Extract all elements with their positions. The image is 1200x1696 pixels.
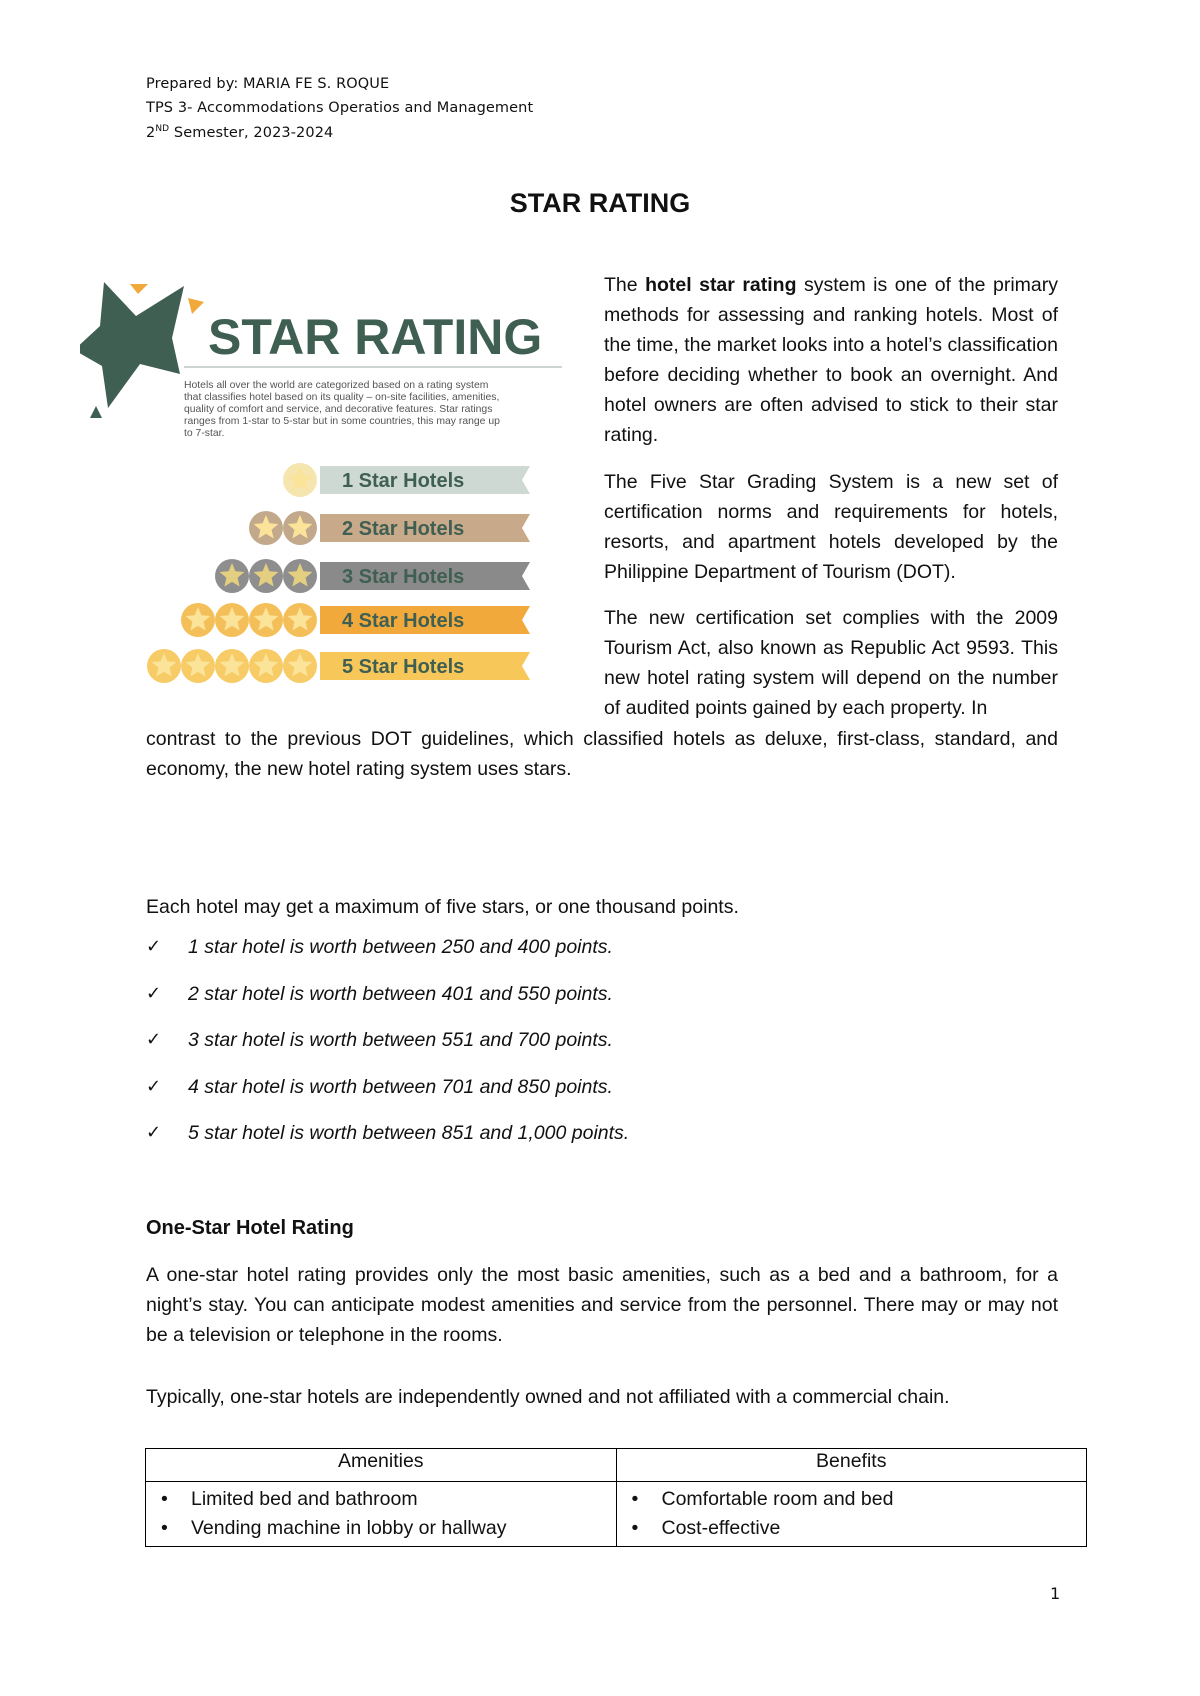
course-line: TPS 3- Accommodations Operatios and Management <box>146 100 534 116</box>
amenities-table <box>145 1448 1087 1547</box>
semester-suffix: ND <box>155 124 170 134</box>
intro-paragraph-3-continued: contrast to the previous DOT guidelines, which classified hotels as deluxe, first-class, standard, and economy, the new hotel rating system uses stars. <box>146 728 1058 780</box>
star-rating-infographic <box>80 278 565 698</box>
checklist-text-1: 1 star hotel is worth between 250 and 400 points. <box>188 936 613 958</box>
figure-blurb-line-3: quality of comfort and service, and decorative features. Star ratings <box>184 404 493 415</box>
figure-heading: STAR RATING <box>208 309 543 365</box>
tier-label: 1 Star Hotels <box>342 470 465 492</box>
amenities-cell <box>146 1482 617 1547</box>
semester-number: 2 <box>146 124 156 141</box>
figure-blurb-line-5: to 7-star. <box>184 428 225 439</box>
tier-label: 2 Star Hotels <box>342 518 465 540</box>
benefit-item-2: • Cost-effective <box>618 1514 1086 1543</box>
checkmark-icon: ✓ <box>146 1075 162 1097</box>
points-checklist <box>146 932 629 1165</box>
tier-row-1 <box>283 463 530 497</box>
table-row <box>146 1482 1087 1547</box>
list-item <box>146 1118 629 1165</box>
list-item <box>146 1072 629 1119</box>
checklist-text-4: 4 star hotel is worth between 701 and 850 points. <box>188 1075 613 1098</box>
semester-text: Semester, 2023-2024 <box>169 124 334 141</box>
tier-label: 5 Star Hotels <box>342 656 465 678</box>
benefit-item-1: • Comfortable room and bed <box>618 1485 1086 1514</box>
intro-p1-post: system is one of the primary methods for assessing and ranking hotels. Most of the time, the market looks into a hotel’s classification before deciding whether to book an overnight. And hotel owners are often advised to stick to their star rating. <box>604 274 1058 446</box>
page-number: 1 <box>1050 1584 1061 1603</box>
benefits-cell <box>616 1482 1087 1547</box>
checklist-text-2: 2 star hotel is worth between 401 and 550 points. <box>188 982 613 1005</box>
checkmark-icon: ✓ <box>146 936 162 957</box>
figure-blurb-line-1: Hotels all over the world are categorized based on a rating system <box>184 380 489 391</box>
list-item <box>146 1025 629 1072</box>
points-intro: Each hotel may get a maximum of five stars, or one thousand points. <box>146 896 739 918</box>
checkmark-icon: ✓ <box>146 1029 162 1050</box>
tier-row-5 <box>147 649 530 683</box>
tier-list <box>147 463 530 683</box>
table-header-row <box>146 1449 1087 1482</box>
checkmark-icon: ✓ <box>146 982 162 1004</box>
semester-line <box>146 124 333 141</box>
one-star-paragraph-1: A one-star hotel rating provides only the most basic amenities, such as a bed and a bathroom, for a night’s stay. You can anticipate modest amenities and service from the personnel. There may or may not be a television or telephone in the rooms. <box>146 1264 1058 1346</box>
tier-row-2 <box>249 511 530 545</box>
checklist-text-5: 5 star hotel is worth between 851 and 1,000 points. <box>188 1122 630 1144</box>
intro-p1-bold: hotel star rating <box>645 274 797 296</box>
list-item <box>146 932 629 979</box>
page-title: STAR RATING <box>509 188 691 218</box>
one-star-heading: One-Star Hotel Rating <box>146 1217 354 1239</box>
amenity-item-2: • Vending machine in lobby or hallway <box>147 1514 615 1543</box>
checklist-text-3: 3 star hotel is worth between 551 and 700 points. <box>188 1029 613 1051</box>
benefits-header: Benefits <box>616 1449 1087 1482</box>
intro-paragraph-1 <box>604 270 1058 450</box>
amenities-header: Amenities <box>146 1449 617 1482</box>
one-star-paragraph-2: Typically, one-star hotels are independently owned and not affiliated with a commercial chain. <box>146 1386 950 1408</box>
intro-paragraph-3: The new certification set complies with the 2009 Tourism Act, also known as Republic Act 9593. This new hotel rating system will depend on the number of audited points gained by each property. In <box>604 607 1058 719</box>
list-item <box>146 979 629 1026</box>
accent-triangle-icon-3 <box>90 406 102 418</box>
big-star-icon <box>80 282 184 408</box>
figure-blurb-line-2: that classifies hotel based on its quality – on-site facilities, amenities, <box>184 392 500 403</box>
figure-blurb-line-4: ranges from 1-star to 5-star but in some countries, this may range up <box>184 416 500 427</box>
accent-triangle-icon <box>130 284 148 294</box>
tier-row-4 <box>181 603 530 637</box>
tier-row-3 <box>215 559 530 593</box>
prepared-by: Prepared by: MARIA FE S. ROQUE <box>146 76 390 92</box>
checkmark-icon: ✓ <box>146 1122 162 1143</box>
intro-paragraph-2: The Five Star Grading System is a new set of certification norms and requirements for hotels, resorts, and apartment hotels developed by the Philippine Department of Tourism (DOT). <box>604 471 1058 583</box>
amenity-item-1: • Limited bed and bathroom <box>147 1485 615 1514</box>
intro-p1-pre: The <box>604 274 646 296</box>
tier-label: 3 Star Hotels <box>342 566 465 588</box>
accent-triangle-icon-2 <box>188 298 204 314</box>
tier-label: 4 Star Hotels <box>342 610 465 632</box>
